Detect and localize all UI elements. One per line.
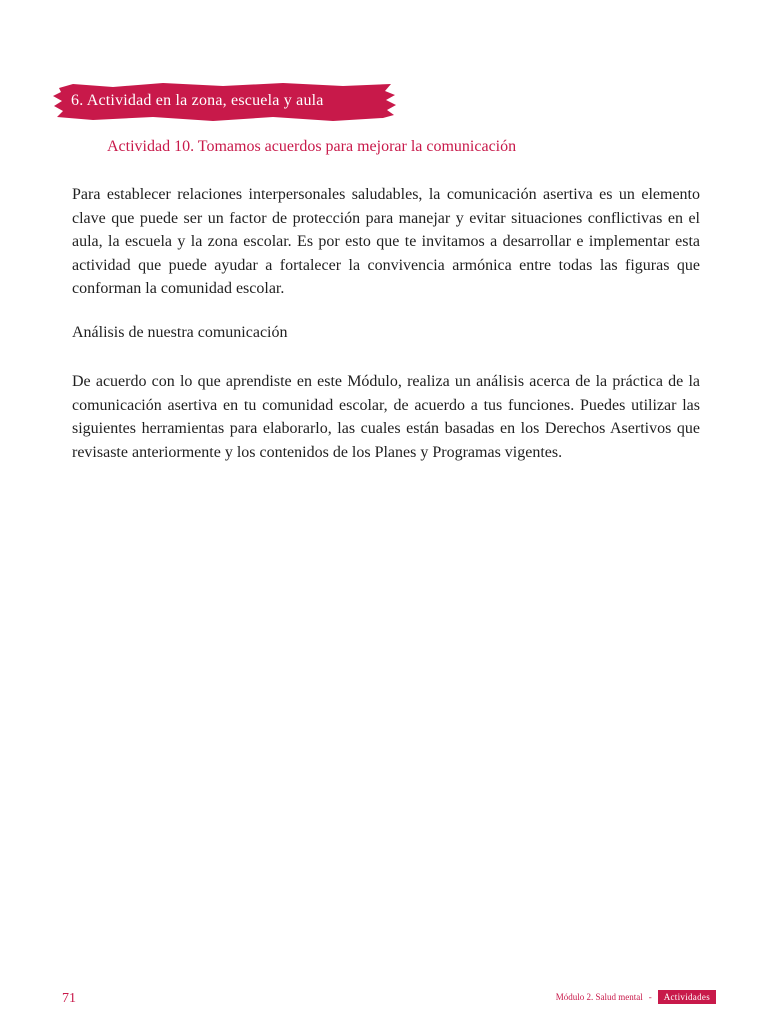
- footer-module-label: Módulo 2. Salud mental: [555, 992, 643, 1002]
- section-banner: [53, 82, 397, 122]
- subheading: Análisis de nuestra comunicación: [72, 324, 288, 341]
- footer-running-head: [556, 990, 716, 1004]
- intro-paragraph: Para establecer relaciones interpersonales saludables, la comunicación asertiva es un elemento clave que puede ser un factor de protección para manejar y evitar situaciones conflictivas en el aula, la escuela y la zona escolar. Es por esto que te invitamos a desarrollar e implementar esta actividad que puede ayudar a fortalecer la convivencia armónica entre todas las figuras que conforman la comunidad escolar.: [72, 186, 700, 297]
- footer-separator: -: [648, 992, 652, 1002]
- activity-title: Actividad 10. Tomamos acuerdos para mejorar la comunicación: [107, 138, 517, 155]
- footer-section-tag: Actividades: [658, 990, 716, 1004]
- page-number: 71: [62, 991, 76, 1006]
- section-title: 6. Actividad en la zona, escuela y aula: [71, 92, 324, 109]
- instructions-paragraph: De acuerdo con lo que aprendiste en este Módulo, realiza un análisis acerca de la práctica de la comunicación asertiva en tu comunidad escolar, de acuerdo a tus funciones. Puedes utilizar las siguientes herramientas para elaborarlo, las cuales están basadas en los Derechos Asertivos que revisaste anteriormente y los contenidos de los Planes y Programas vigentes.: [72, 373, 700, 461]
